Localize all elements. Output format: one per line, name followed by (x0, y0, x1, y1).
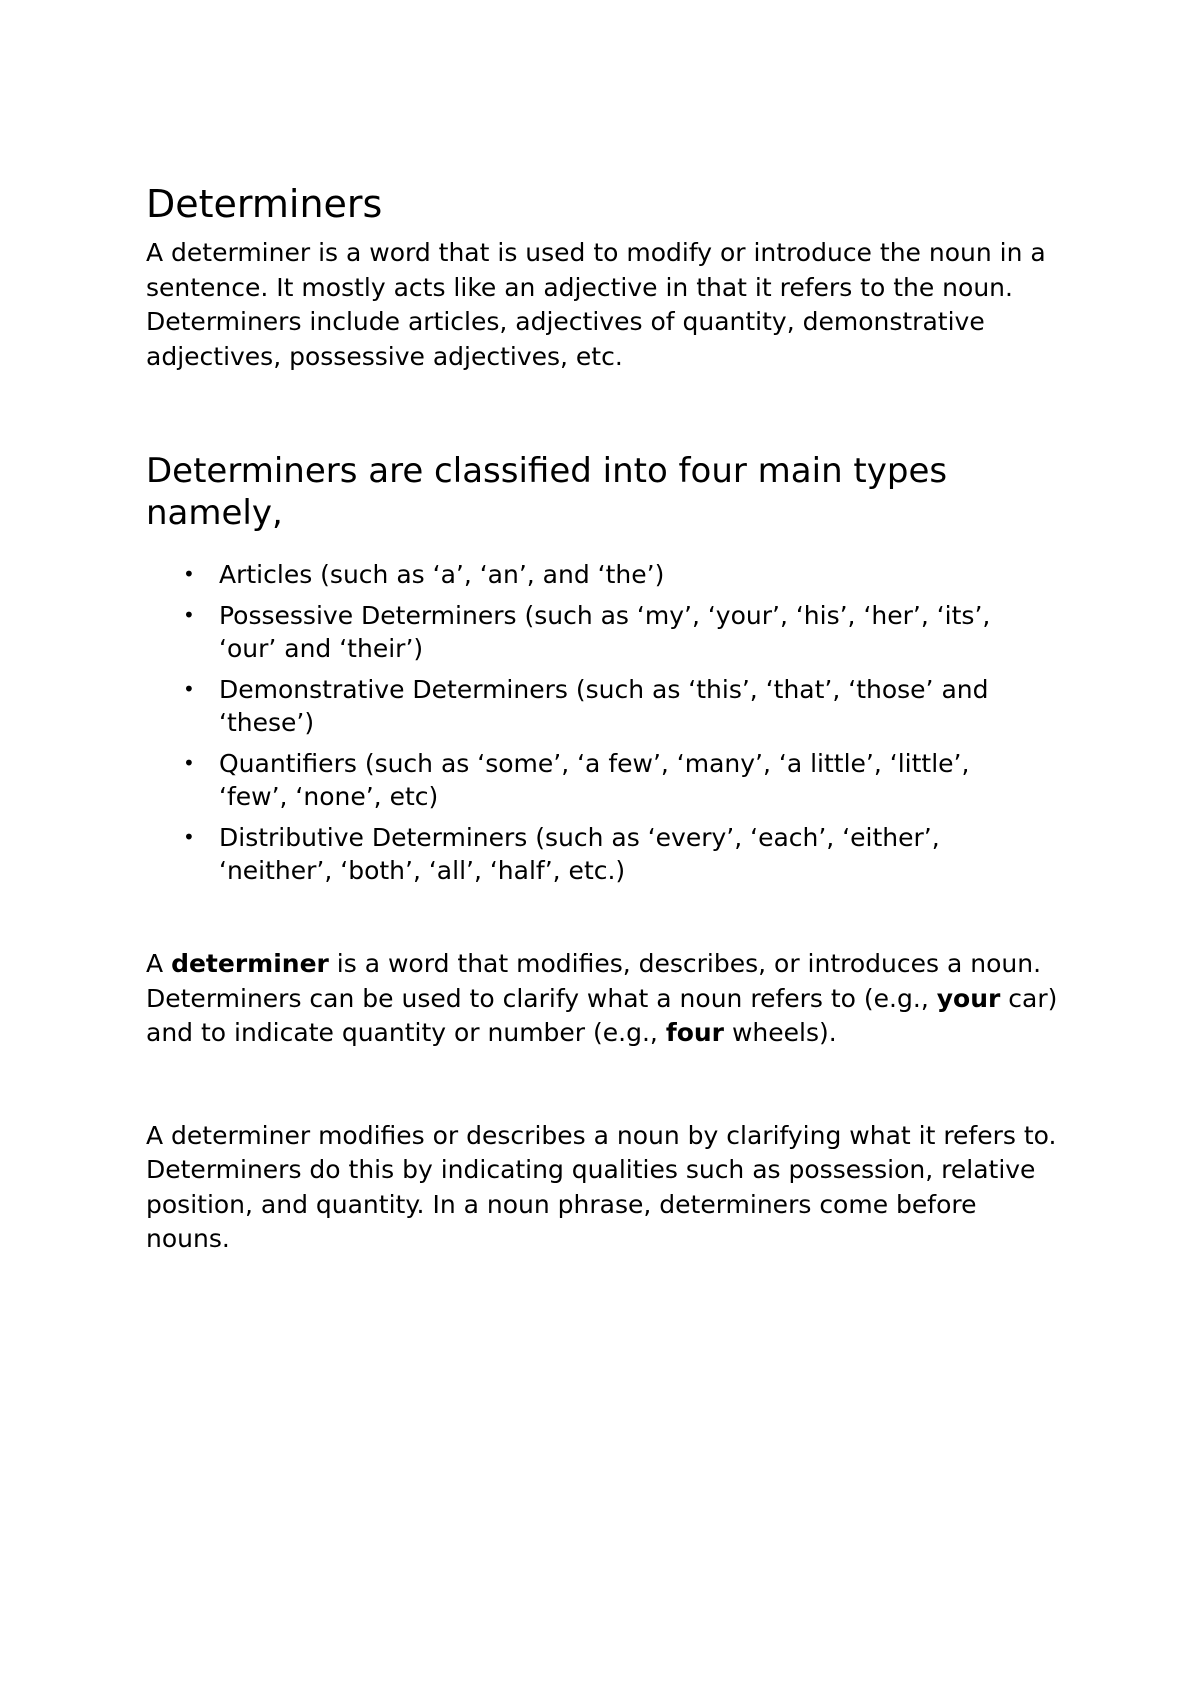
intro-paragraph: A determiner is a word that is used to modify or introduce the noun in a sentence. It mostly acts like an adjective in that it refers to the noun. Determiners include articles, adjectives of quantity, demonstrative adjectives, possessive adjectives, etc. (146, 238, 1046, 371)
text-span: car) and to indicate quantity or number (e.g., (146, 983, 1058, 1047)
types-heading: Determiners are classified into four main types namely, (146, 451, 948, 533)
list-item: • Possessive Determiners (such as ‘my’, ‘your’, ‘his’, ‘her’, ‘its’, ‘our’ and ‘their’) (219, 599, 1066, 665)
text-span: A (146, 949, 172, 978)
page-title: Determiners (146, 182, 383, 226)
definition-paragraph (146, 947, 1066, 1051)
list-item: • Distributive Determiners (such as ‘every’, ‘each’, ‘either’, ‘neither’, ‘both’, ‘all’, ‘half’, etc.) (219, 821, 1066, 887)
text-span: wheels). (724, 1018, 837, 1047)
list-item: • Quantifiers (such as ‘some’, ‘a few’, ‘many’, ‘a little’, ‘little’, ‘few’, ‘none’, etc) (219, 747, 1066, 813)
list-item: • Demonstrative Determiners (such as ‘this’, ‘that’, ‘those’ and ‘these’) (219, 673, 1066, 739)
document-body (146, 180, 1066, 1257)
bold-example-four: four (665, 1018, 725, 1047)
types-list (146, 558, 1066, 887)
list-item: • Articles (such as ‘a’, ‘an’, and ‘the’) (219, 558, 1066, 591)
bold-term-determiner: determiner (171, 949, 329, 978)
bold-example-your: your (936, 983, 1001, 1013)
text-span: is a word that modifies, describes, or introduces a noun. Determiners can be used to clarify what a noun refers to (e.g., (146, 949, 1042, 1013)
closing-paragraph: A determiner modifies or describes a noun by clarifying what it refers to. Determiners do this by indicating qualities such as possession, relative position, and quantity. In a noun phrase, determiners come before nouns. (146, 1120, 1057, 1253)
